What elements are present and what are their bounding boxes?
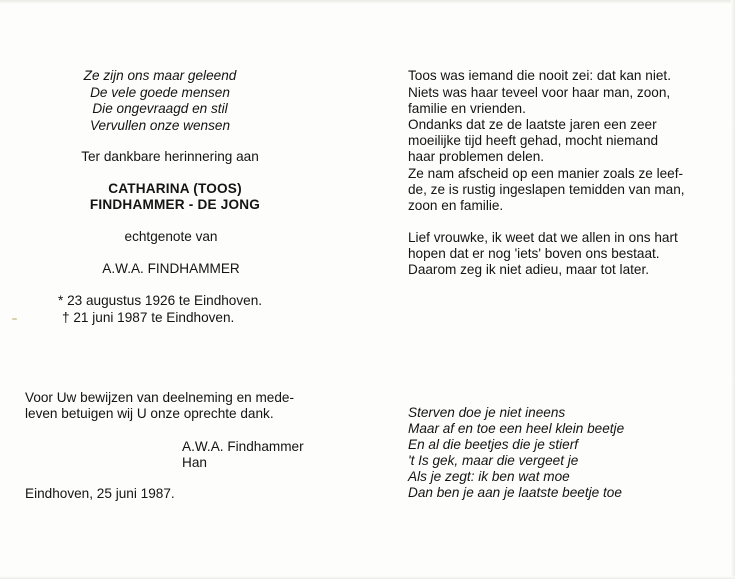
deceased-name-line-2: FINDHAMMER - DE JONG <box>89 197 261 212</box>
tribute-line-6: haar problemen delen. <box>408 149 545 164</box>
thanks-line-1: Voor Uw bewijzen van deelneming en mede- <box>25 390 295 405</box>
left-poem-line-3: Die ongevraagd en stil <box>92 101 228 116</box>
signer-name-1: A.W.A. Findhammer <box>182 439 304 454</box>
tribute-line-8: de, ze is rustig ingeslapen temidden van man, <box>408 182 685 197</box>
tribute-line-1: Toos was iemand die nooit zei: dat kan niet. <box>408 68 671 83</box>
right-poem-line-3: En al die beetjes die je stierf <box>408 437 579 452</box>
right-poem-line-2: Maar af en toe een heel klein beetje <box>408 421 625 436</box>
right-poem-line-6: Dan ben je aan je laatste beetje toe <box>408 485 622 500</box>
left-poem-line-4: Vervullen onze wensen <box>89 118 231 133</box>
card-edge-right <box>731 0 735 579</box>
birth-line: * 23 augustus 1926 te Eindhoven. <box>58 293 263 308</box>
tribute-line-3: familie en vrienden. <box>408 101 526 116</box>
paper-speck <box>12 318 17 320</box>
farewell-line-1: Lief vrouwke, ik weet dat we allen in ons hart <box>408 230 678 245</box>
right-poem-line-5: Als je zegt: ik ben wat moe <box>408 469 570 484</box>
farewell-line-3: Daarom zeg ik niet adieu, maar tot later. <box>408 262 650 277</box>
tribute-line-5: moeilijke tijd heeft gehad, mocht niemand <box>408 133 659 148</box>
right-poem-line-1: Sterven doe je niet ineens <box>408 405 566 420</box>
spouse-intro: echtgenote van <box>124 229 218 244</box>
spouse-name: A.W.A. FINDHAMMER <box>102 261 240 276</box>
card-edge-top <box>0 0 735 4</box>
dedication-text: Ter dankbare herinnering aan <box>81 149 259 164</box>
right-poem-line-4: 't Is gek, maar die vergeet je <box>408 453 579 468</box>
place-date: Eindhoven, 25 juni 1987. <box>25 486 175 501</box>
thanks-line-2: leven betuigen wij U onze oprechte dank. <box>25 406 274 421</box>
left-poem-line-1: Ze zijn ons maar geleend <box>83 68 237 83</box>
deceased-name-line-1: CATHARINA (TOOS) <box>108 181 242 196</box>
tribute-line-9: zoon en familie. <box>408 198 504 213</box>
left-poem-line-2: De vele goede mensen <box>90 85 230 100</box>
tribute-line-2: Niets was haar teveel voor haar man, zoon, <box>408 85 671 100</box>
signer-name-2: Han <box>182 455 207 470</box>
farewell-line-2: hopen dat er nog 'iets' boven ons bestaat. <box>408 246 660 261</box>
death-line: † 21 juni 1987 te Eindhoven. <box>62 310 235 325</box>
tribute-line-4: Ondanks dat ze de laatste jaren een zeer <box>408 117 657 132</box>
tribute-line-7: Ze nam afscheid op een manier zoals ze leef- <box>408 166 684 181</box>
